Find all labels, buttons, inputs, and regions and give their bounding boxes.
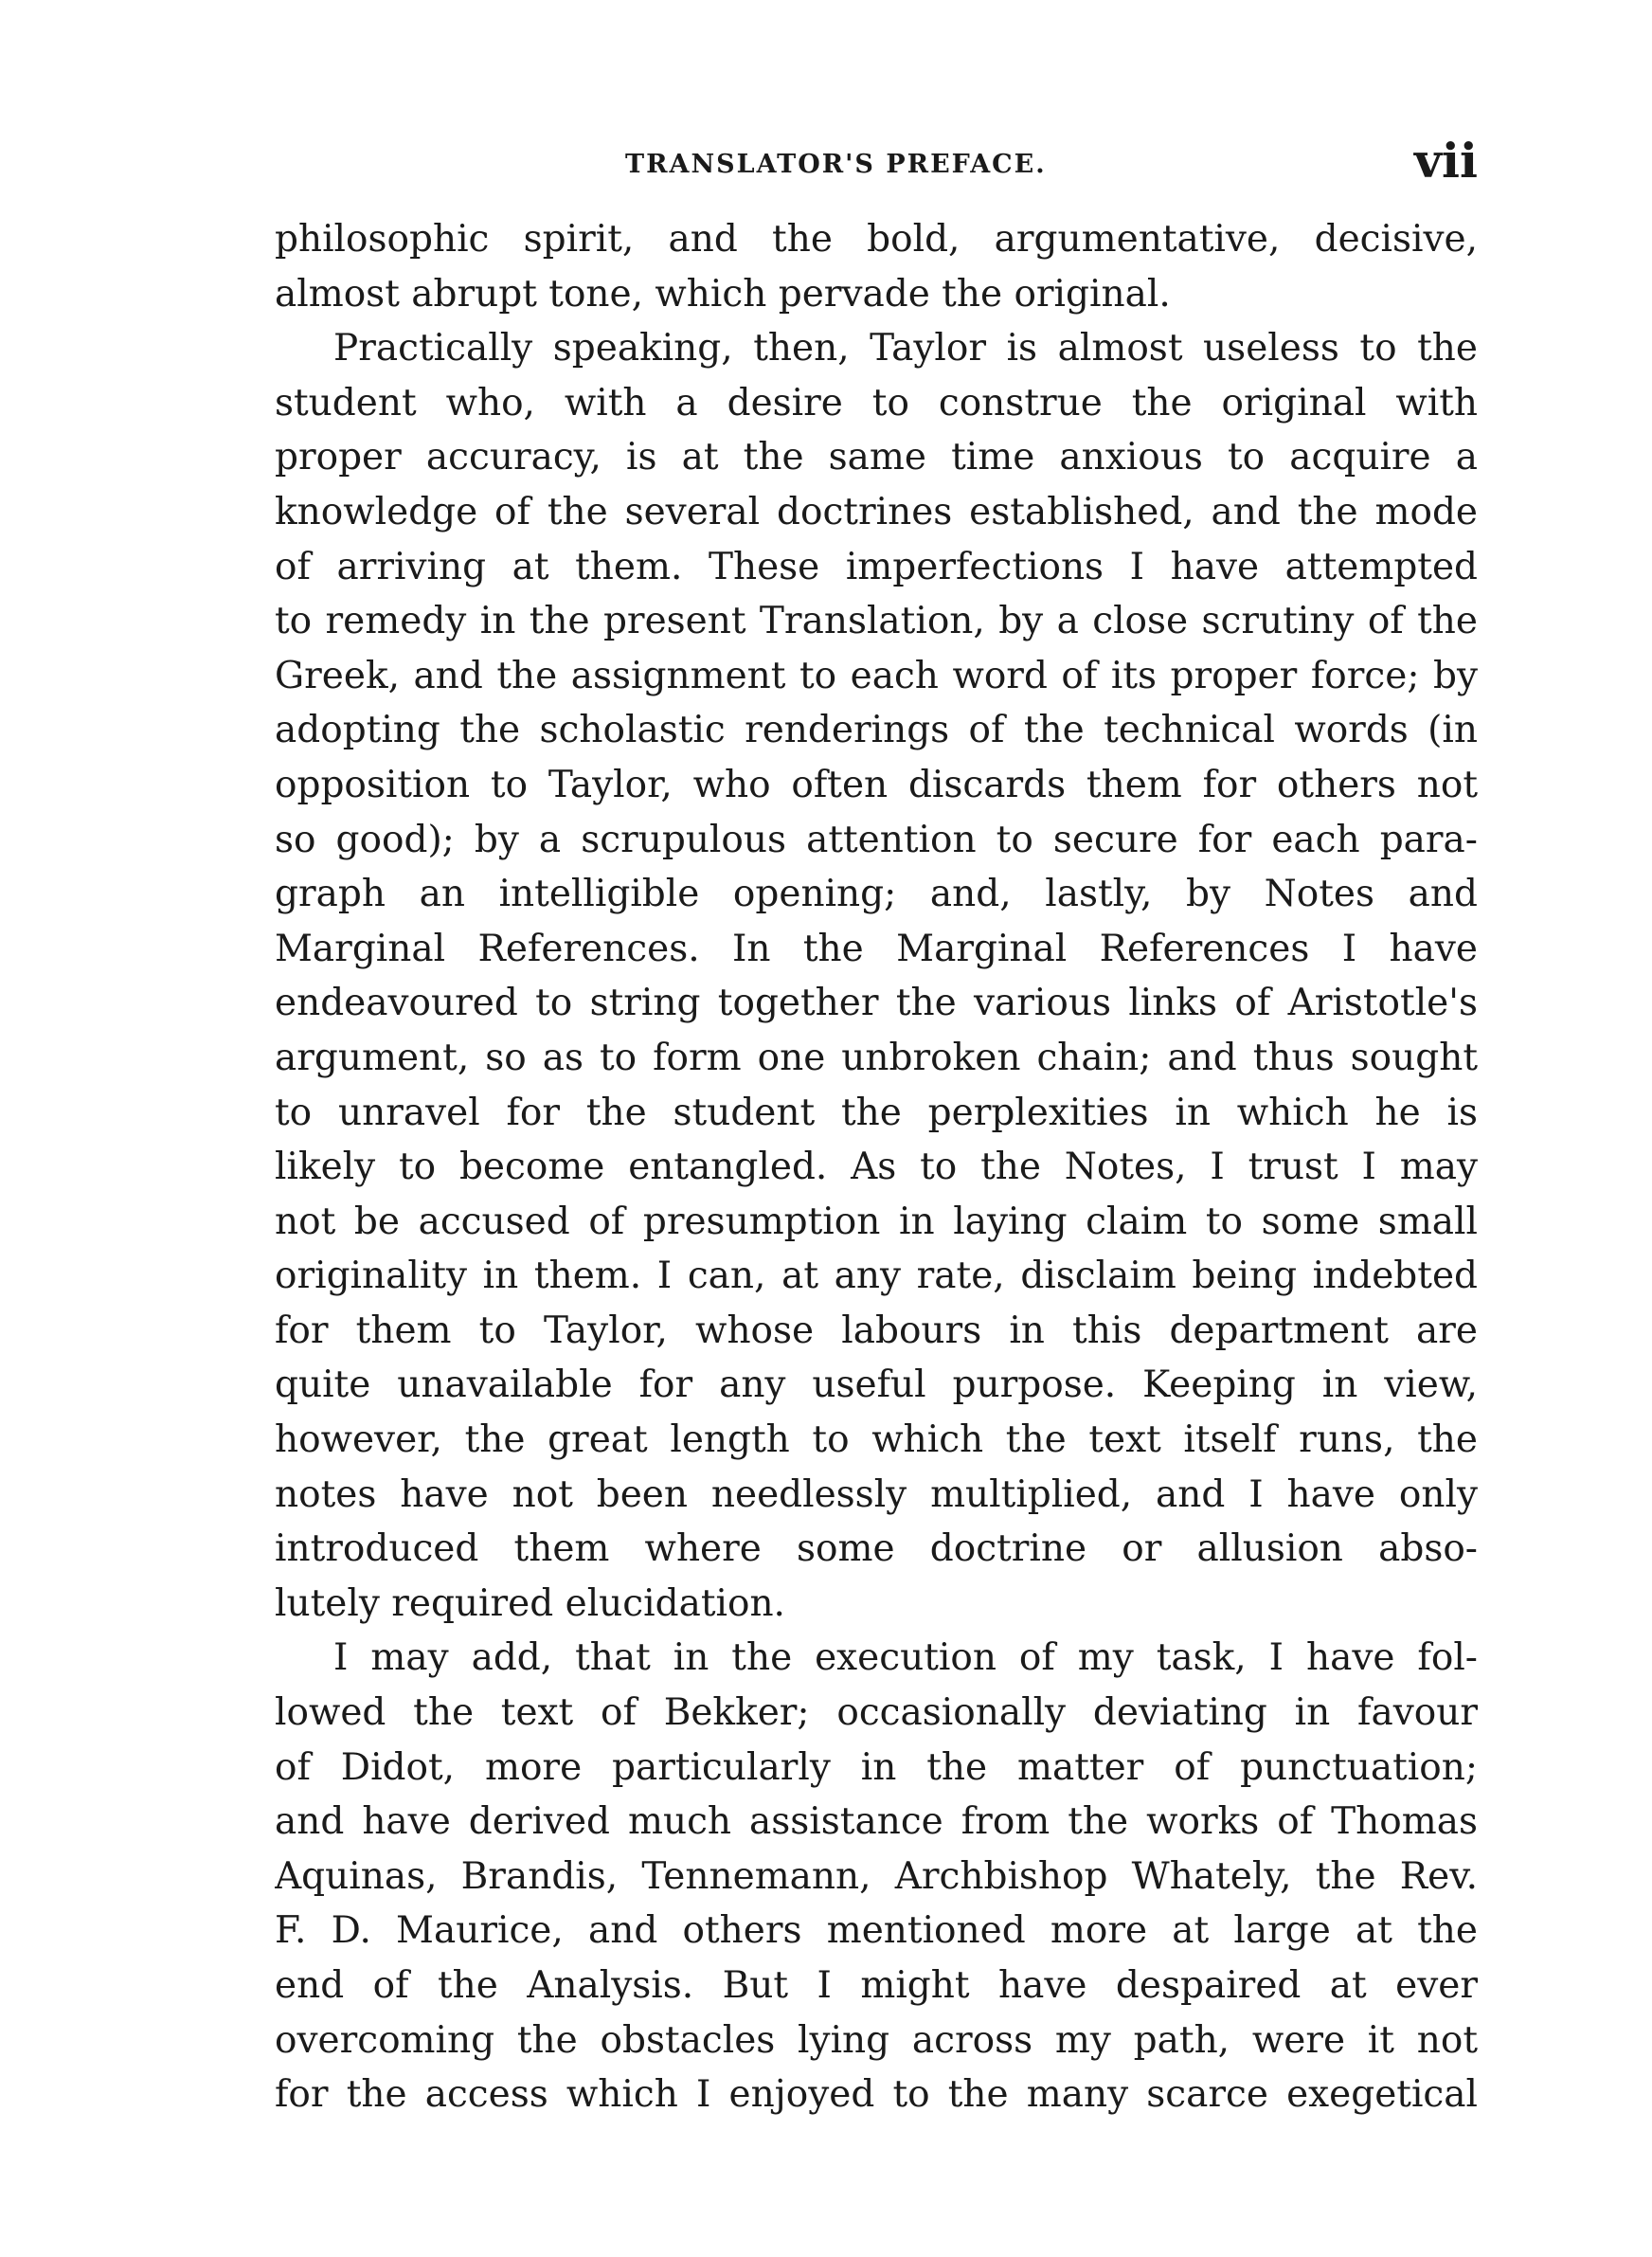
text-line: not be accused of presumption in laying claim to some small xyxy=(275,1200,1478,1243)
text-line: introduced them where some doctrine or allusion abso- xyxy=(275,1527,1478,1571)
text-line: likely to become entangled. As to the Notes, I trust I may xyxy=(275,1146,1478,1189)
text-line: to unravel for the student the perplexities in which he is xyxy=(275,1091,1478,1134)
text-line: so good); by a scrupulous attention to secure for each para- xyxy=(275,818,1478,861)
text-line: for them to Taylor, whose labours in this department are xyxy=(275,1309,1478,1352)
text-line: student who, with a desire to construe the original with xyxy=(275,381,1478,424)
text-line: of Didot, more particularly in the matter of punctuation; xyxy=(275,1745,1478,1789)
text-line: adopting the scholastic renderings of the technical words (in xyxy=(275,709,1478,752)
running-head xyxy=(275,133,1478,190)
text-line: quite unavailable for any useful purpose. Keeping in view, xyxy=(275,1363,1478,1407)
text-line: argument, so as to form one unbroken chain; and thus sought xyxy=(275,1036,1478,1079)
text-line: Aquinas, Brandis, Tennemann, Archbishop Whately, the Rev. xyxy=(275,1854,1478,1898)
text-line: proper accuracy, is at the same time anxious to acquire a xyxy=(275,436,1478,479)
text-line: notes have not been needlessly multiplied, and I have only xyxy=(275,1472,1478,1516)
text-line: Practically speaking, then, Taylor is almost useless to the xyxy=(333,327,1478,370)
text-line: overcoming the obstacles lying across my path, were it not xyxy=(275,2018,1478,2062)
text-line: Greek, and the assignment to each word of its proper force; by xyxy=(275,654,1478,697)
text-line: however, the great length to which the text itself runs, the xyxy=(275,1418,1478,1462)
text-line: end of the Analysis. But I might have despaired at ever xyxy=(275,1964,1478,2007)
text-line: knowledge of the several doctrines established, and the mode xyxy=(275,490,1478,533)
text-line: F. D. Maurice, and others mentioned more at large at the xyxy=(275,1909,1478,1953)
text-line: I may add, that in the execution of my task, I have fol- xyxy=(333,1636,1478,1680)
text-line: almost abrupt tone, which pervade the original. xyxy=(275,272,1171,316)
text-line: Marginal References. In the Marginal References I have xyxy=(275,927,1478,970)
text-line: philosophic spirit, and the bold, argumentative, decisive, xyxy=(275,218,1478,261)
text-line: originality in them. I can, at any rate, disclaim being indebted xyxy=(275,1255,1478,1298)
text-line: for the access which I enjoyed to the many scarce exegetical xyxy=(275,2073,1478,2117)
preface-body-text xyxy=(275,212,1478,2122)
text-line: lutely required elucidation. xyxy=(275,1581,785,1625)
text-line: endeavoured to string together the various links of Aristotle's xyxy=(275,982,1478,1025)
running-title: TRANSLATOR'S PREFACE. xyxy=(625,150,1047,179)
text-line: lowed the text of Bekker; occasionally deviating in favour xyxy=(275,1691,1478,1735)
text-line: to remedy in the present Translation, by a close scrutiny of the xyxy=(275,600,1478,643)
text-line: and have derived much assistance from the works of Thomas xyxy=(275,1800,1478,1844)
text-line: opposition to Taylor, who often discards them for others not xyxy=(275,763,1478,806)
text-line: of arriving at them. These imperfections I have attempted xyxy=(275,545,1478,588)
text-line: graph an intelligible opening; and, lastly, by Notes and xyxy=(275,873,1478,916)
page-number: vii xyxy=(1413,133,1478,189)
